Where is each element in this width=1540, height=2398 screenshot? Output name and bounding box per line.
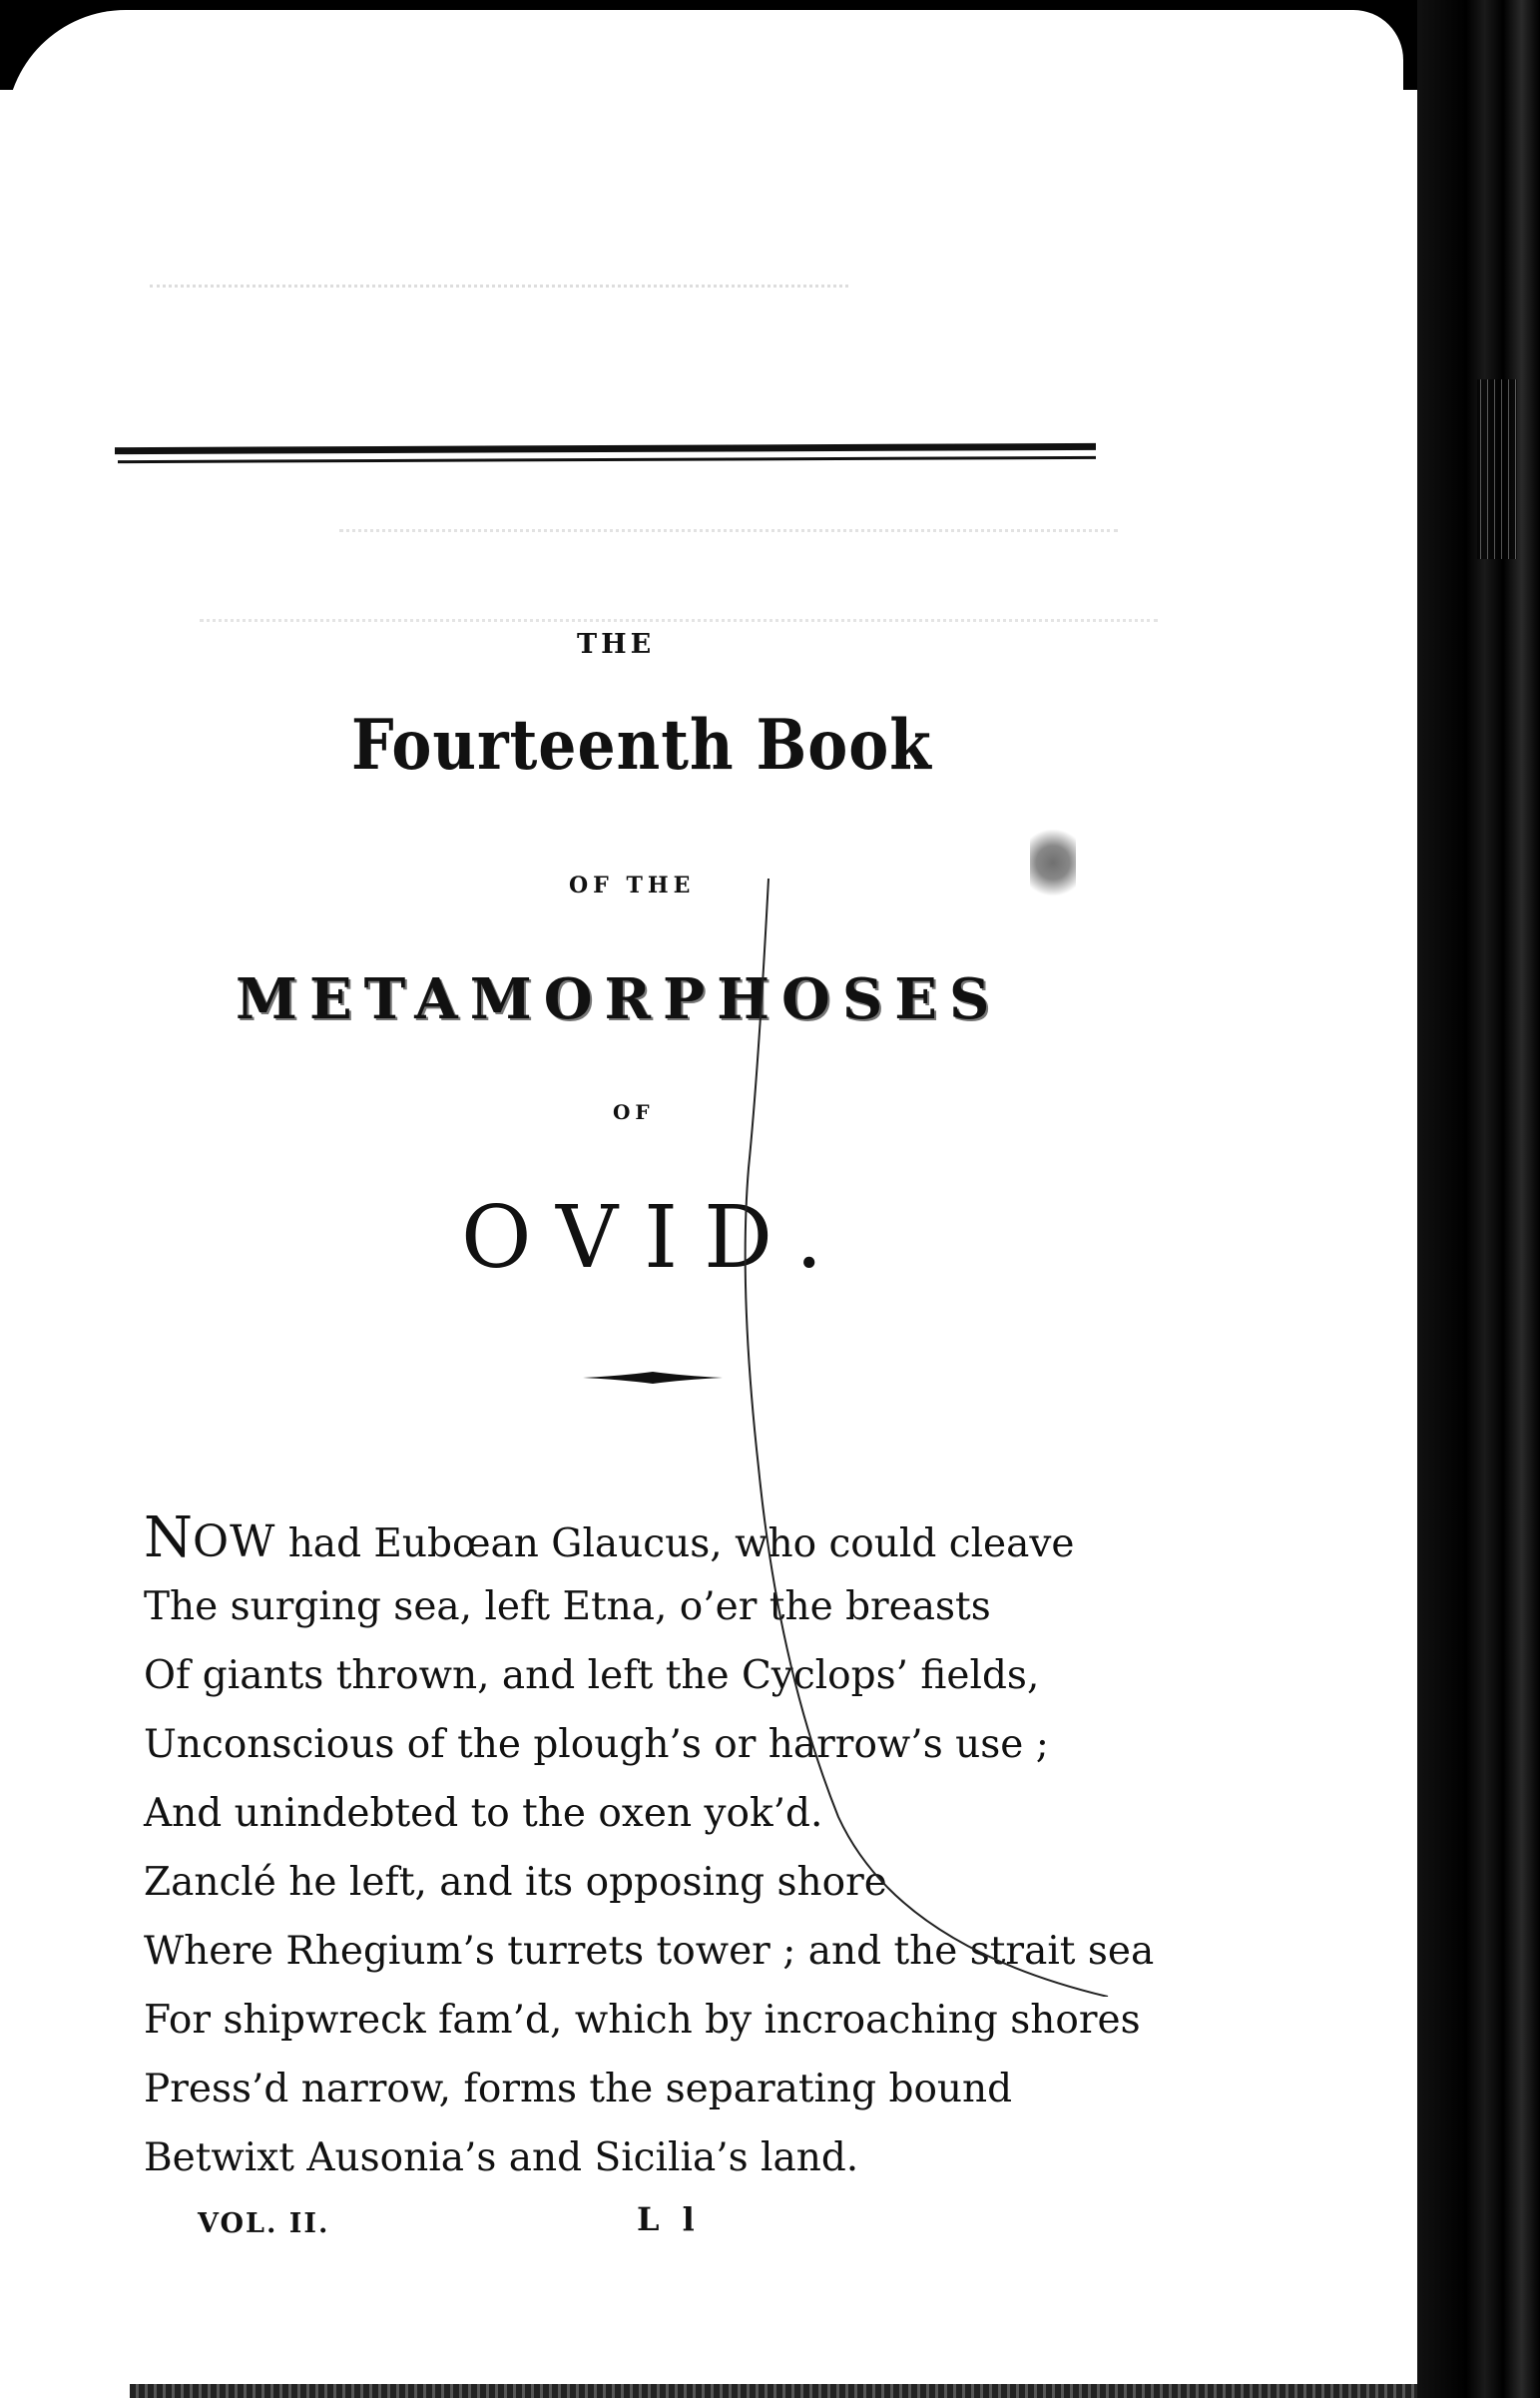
book-title: Fourteenth Book [351,705,932,787]
show-through-marks-2 [339,499,1118,532]
poem-line: And unindebted to the oxen yok’d. [144,1791,823,1836]
ink-blot [1030,821,1076,904]
show-through-marks-3 [200,589,1158,622]
poem-line: For shipwreck fam’d, which by incroaching shores [144,1998,1141,2043]
poem-body [144,1503,1155,2192]
poem-line: Where Rhegium’s turrets tower ; and the strait sea [144,1929,1155,1974]
title-the: THE [577,629,656,660]
first-word-rest: OW [193,1516,276,1567]
author-name: OVID. [461,1188,849,1288]
poem-line: Press’d narrow, forms the separating bound [144,2067,1013,2111]
scan-border-bottom [130,2384,1417,2398]
title-of: OF [613,1100,655,1124]
volume-marker: VOL. II. [198,2208,330,2239]
signature-mark: L l [637,2200,701,2238]
work-title: METAMORPHOSES [236,966,1002,1032]
drop-capital: N [144,1505,193,1570]
poem-line: Betwixt Ausonia’s and Sicilia’s land. [144,2135,859,2180]
show-through-marks [150,255,848,288]
scan-grain [1477,379,1517,559]
ornament-rule [583,1370,723,1386]
poem-line-text: had Eubœan Glaucus, who could cleave [275,1521,1075,1566]
title-of-the: OF THE [569,873,696,899]
poem-line: Of giants thrown, and left the Cyclops’ fields, [144,1653,1040,1698]
poem-line [144,1503,1142,1572]
poem-line: Zanclé he left, and its opposing shore [144,1860,887,1905]
poem-line: Unconscious of the plough’s or harrow’s use ; [144,1722,1049,1767]
scan-border-right [1417,0,1540,2398]
poem-line: The surging sea, left Etna, o’er the breasts [144,1584,991,1629]
